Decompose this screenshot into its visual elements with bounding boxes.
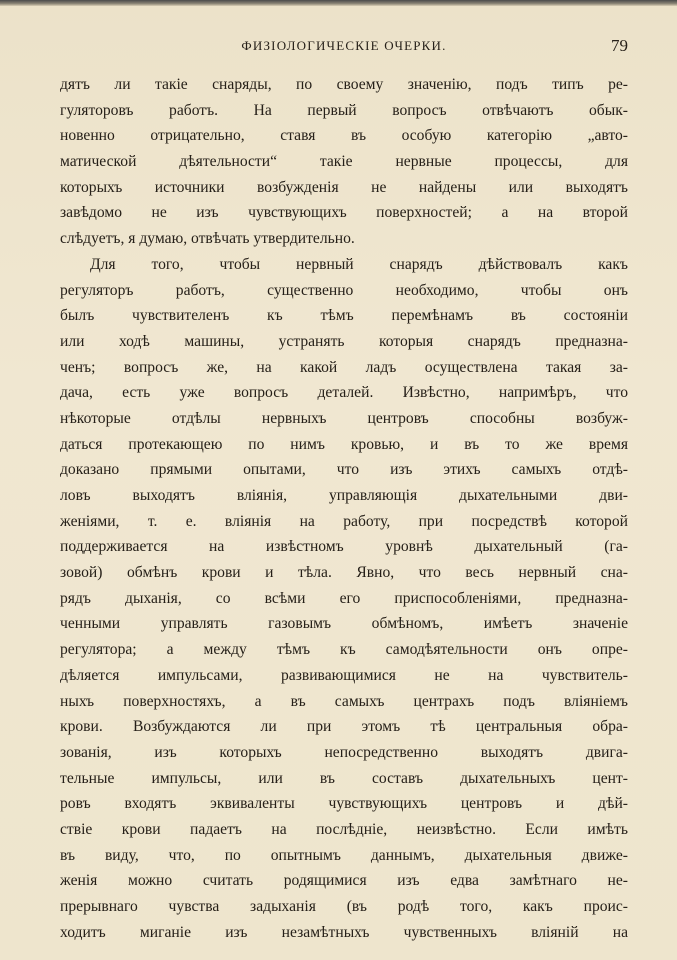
text-line: нѣкоторые отдѣлы нервныхъ центровъ способны возбуж- — [60, 409, 628, 427]
text-line: ровъ входятъ эквиваленты чувствующихъ центровъ и дѣй- — [60, 795, 628, 813]
body-text — [60, 72, 628, 945]
text-line: дача, есть уже вопросъ деталей. Извѣстно, напримѣръ, что — [60, 384, 628, 402]
text-line: дѣляется импульсами, развивающимися не на чувствитель- — [60, 666, 628, 684]
text-line: регуляторъ работъ, существенно необходимо, чтобы онъ — [60, 281, 628, 299]
text-line: зованія, изъ которыхъ непосредственно выходятъ двига- — [60, 743, 628, 761]
text-line: ныхъ поверхностяхъ, а въ самыхъ центрахъ подъ вліяніемъ — [60, 692, 628, 710]
paragraph — [60, 252, 628, 946]
text-line: рядъ дыханія, со всѣми его приспособленіями, предназна- — [60, 589, 628, 607]
text-line: прерывнаго чувства задыханія (въ родѣ того, какъ проис- — [60, 898, 628, 915]
text-line: или ходѣ машины, устранять которыя снарядъ предназна- — [60, 332, 628, 350]
text-line: поддерживается на извѣстномъ уровнѣ дыхательный (га- — [60, 538, 628, 556]
running-head-title: ФИЗІОЛОГИЧЕСКІЕ ОЧЕРКИ. — [241, 38, 447, 53]
page-top-edge — [0, 0, 677, 6]
page-number: 79 — [611, 36, 628, 55]
text-line: Для того, чтобы нервный снарядъ дѣйствовалъ какъ — [90, 255, 628, 273]
paragraph — [60, 72, 628, 252]
text-line: крови. Возбуждаются ли при этомъ тѣ центральныя обра- — [60, 718, 628, 736]
text-line: въ виду, что, по опытнымъ даннымъ, дыхательныя движе- — [60, 846, 628, 864]
text-line: женіями, т. е. вліянія на работу, при посредствѣ которой — [60, 512, 628, 530]
text-line: слѣдуетъ, я думаю, отвѣчать утвердительно. — [60, 230, 355, 248]
text-line: регулятора; а между тѣмъ къ самодѣятельности онъ опре- — [60, 641, 628, 659]
text-line: женія можно считать родящимися изъ едва замѣтнаго не- — [60, 872, 628, 890]
text-line: ченъ; вопросъ же, на какой ладъ осуществлена такая за- — [60, 358, 628, 376]
text-line: гуляторовъ работъ. На первый вопросъ отвѣчаютъ обык- — [60, 101, 628, 119]
text-line: зовой) обмѣнъ крови и тѣла. Явно, что весь нервный сна- — [60, 564, 628, 582]
text-line: доказано прямыми опытами, что изъ этихъ самыхъ отдѣ- — [60, 461, 628, 479]
text-line: даться протекающею по нимъ кровью, и въ то же время — [60, 435, 628, 453]
text-line: матической дѣятельности“ такіе нервные процессы, для — [60, 153, 628, 171]
text-line: былъ чувствителенъ къ тѣмъ перемѣнамъ въ состояніи — [60, 307, 628, 325]
text-line: ченными управлять газовымъ обмѣномъ, имѣетъ значеніе — [60, 615, 628, 633]
text-line: ходитъ миганіе изъ незамѣтныхъ чувственныхъ вліяній на — [60, 923, 628, 941]
text-line: завѣдомо не изъ чувствующихъ поверхностей; а на второй — [60, 204, 628, 222]
text-line: тельные импульсы, или въ составъ дыхательныхъ цент- — [60, 769, 628, 787]
text-line: ловъ выходятъ вліянія, управляющія дыхательными дви- — [60, 487, 628, 504]
text-line: новенно отрицательно, ставя въ особую категорію „авто- — [60, 127, 628, 145]
text-line: дятъ ли такіе снаряды, по своему значенію, подъ типъ ре- — [60, 76, 628, 93]
text-line: которыхъ источники возбужденія не найдены или выходятъ — [60, 178, 628, 196]
text-line: ствіе крови падаетъ на послѣдніе, неизвѣстно. Если имѣть — [60, 820, 628, 838]
running-head — [60, 36, 628, 58]
